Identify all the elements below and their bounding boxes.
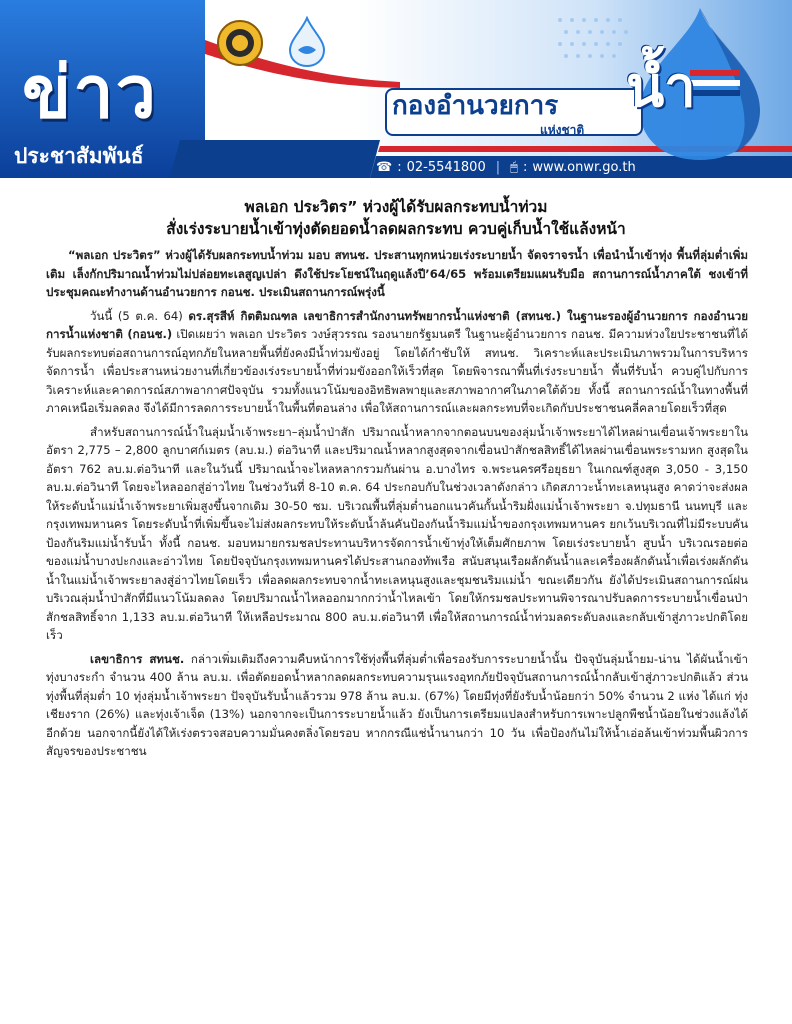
contact-bar: [376, 156, 792, 178]
government-seal-logo: [216, 18, 264, 68]
public-relations-label: ประชาสัมพันธ์: [14, 144, 144, 168]
paragraph-1: [46, 307, 748, 418]
phone-icon: ☎: [376, 159, 393, 175]
paragraph-1-text: เปิดเผยว่า พลเอก ประวิตร วงษ์สุวรรณ รองนายกรัฐมนตรี ในฐานะผู้อำนวยการ กอนช. มีความห่วงใยประชาชนที่ได้รับผลกระทบต่อสถานการณ์อุทกภัยในหลายพื้นที่ยังคงมีน้ำท่วมขังอยู่ โดยได้กำชับให้ สทนช. วิเคราะห์และประเมินภาพรวมในการบริหารจัดการน้ำ เพื่อประสานหน่วยงานที่เกี่ยวข้องเร่งระบายน้ำที่ท่วมขังออกให้เร็วที่สุด โดยพิจารณาพื้นที่เร่งระบายน้ำ พื้นที่รับน้ำ ควบคู่ไปกับการวิเคราะห์และคาดการณ์สภาพอากาศปัจจุบัน รวมทั้งแนวโน้มของอิทธิพลพายุและสภาพอากาศในภาคใต้ด้วย ทั้งนี้ สถานการณ์น้ำในทางพื้นที่ภาคเหนือเริ่มลดลง จึงได้มีการลดการระบายน้ำในพื้นที่ตอนล่าง เพื่อให้สถานการณ์และผลกระทบที่จะเกิดกับประชาชนคลี่คลายโดยเร็วที่สุด: [46, 327, 748, 415]
contact-separator: |: [495, 159, 501, 175]
website-url[interactable]: www.onwr.go.th: [532, 159, 636, 175]
website-label-sep: :: [522, 159, 528, 175]
news-label: ข่าว: [22, 50, 159, 134]
onwr-water-drop-logo: [284, 16, 330, 68]
mouse-icon: 🖱: [510, 159, 518, 175]
lead-paragraph: “พลเอก ประวิตร” ห่วงผู้ได้รับผลกระทบน้ำท่วม มอบ สทนช. ประสานทุกหน่วยเร่งระบายน้ำ จัดจราจรน้ำ เพื่อนำน้ำเข้าทุ่ง พื้นที่ลุ่มต่ำเพิ่มเติม เล็งกักปริมาณน้ำท่วมไม่ปล่อยทะเลสูญเปล่า ดึงใช้ประโยชน์ในฤดูแล้งปี’64/65 พร้อมเตรียมแผนรับมือ สถานการณ์น้ำภาคใต้ ชงเข้าที่ประชุมคณะทำงานด้านอำนวยการ กอนช. ประเมินสถานการณ์พรุ่งนี้: [46, 248, 748, 299]
paragraph-3-text: กล่าวเพิ่มเติมถึงความคืบหน้าการใช้ทุ่งพื้นที่ลุ่มต่ำเพื่อรองรับการระบายน้ำนั้น ปัจจุบันลุ่มน้ำยม-น่าน ได้ผันน้ำเข้าทุ่งบางระกำ จำนวน 400 ล้าน ลบ.ม. เพื่อตัดยอดน้ำหลากลดผลกระทบความรุนแรงอุทกภัยปัจจุบันสถานการณ์น้ำกลับเข้าสู่ภาวะปกติแล้ว ส่วนทุ่งพื้นที่ลุ่มต่ำ 10 ทุ่งลุ่มน้ำเจ้าพระยา ปัจจุบันรับน้ำแล้วรวม 978 ล้าน ลบ.ม. (67%) โดยมีทุ่งที่ยังรับน้ำน้อยกว่า 50% จำนวน 2 แห่ง ได้แก่ ทุ่งเชียงราก (26%) และทุ่งเจ้าเจ็ด (13%) นอกจากจะเป็นการระบายน้ำแล้ว ยังเป็นการเตรียมแปลงสำหรับการเพาะปลูกพืชน้ำน้อยในช่วงแล้งได้อีกด้วย นอกจากนี้ยังได้ให้เร่งตรวจสอบความมั่นคงตลิ่งโดยรอบ หากกรณีแช่น้ำนานกว่า 10 วัน เพื่อป้องกันไม่ให้น้ำเอ่อล้นเข้าท่วมพื้นผิวการสัญจรของประชาชน: [46, 651, 749, 758]
headline: [40, 196, 752, 240]
agency-name: กองอำนวยการ: [392, 91, 559, 121]
phone-number: 02-5541800: [406, 159, 486, 175]
water-logotype: น้ำ: [626, 55, 696, 120]
paragraph-2: สำหรับสถานการณ์น้ำในลุ่มน้ำเจ้าพระยา–ลุ่มน้ำป่าสัก ปริมาณน้ำหลากจากตอนบนของลุ่มน้ำเจ้าพระยาได้ไหลผ่านเขื่อนเจ้าพระยาในอัตรา 2,775 – 2,800 ลูกบาศก์เมตร (ลบ.ม.) ต่อวินาที และปริมาณน้ำหลากสูงสุดจากเขื่อนป่าสักชลสิทธิ์ได้ไหลผ่านเขื่อนพระรามหก สูงสุดในอัตรา 762 ลบ.ม.ต่อวินาที และในวันนี้ ปริมาณน้ำจะไหลหลากรวมกันผ่าน อ.บางไทร จ.พระนครศรีอยุธยา ในเกณฑ์สูงสุด 3,050 - 3,150 ลบ.ม.ต่อวินาที โดยจะไหลออกสู่อ่าวไทย ในช่วงวันที่ 8-10 ต.ค. 64 ประกอบกับในช่วงเวลาดังกล่าว เกิดสภาวะน้ำทะเลหนุนสูง คาดว่าจะส่งผลให้ระดับน้ำแม่น้ำเจ้าพระยาเพิ่มสูงขึ้นจากเดิม 30-50 ซม. บริเวณพื้นที่ลุ่มต่ำนอกแนวคันกั้นน้ำริมฝั่งแม่น้ำเจ้าพระยา จ.ปทุมธานี นนทบุรี และกรุงเทพมหานคร โดยระดับน้ำที่เพิ่มขึ้นจะไม่ส่งผลกระทบให้ระดับน้ำล้นคันป้องกันน้ำริมแม่น้ำของกรุงเทพมหานคร ยกเว้นบริเวณที่ไม่มีระบบคันป้องกันริมแม่น้ำรับน้ำ ทั้งนี้ กอนช. มอบหมายกรมชลประทานบริหารจัดการน้ำเข้าทุ่งให้เต็มศักยภาพ โดยเร่งระบายน้ำ สูบน้ำ บริเวณรอยต่อของแม่น้ำบางปะกงและอ่าวไทย โดยปัจจุบันกรุงเทพมหานครได้ประสานกองทัพเรือ สนับสนุนเรือผลักดันน้ำและเครื่องผลักดันน้ำเพื่อเร่งผลักดันน้ำในแม่น้ำเจ้าพระยาลงสู่อ่าวไทยโดยเร็ว เพื่อลดผลกระทบจากน้ำทะเลหนุนสูงและชุมชนริมแม่น้ำ ขณะเดียวกัน ยังได้ประเมินสถานการณ์ฝนบริเวณลุ่มน้ำป่าสักที่มีแนวโน้มลดลง โดยปริมาณน้ำไหลออกมากกว่าน้ำไหลเข้า โดยให้กรมชลประทานพิจารณาปรับลดการระบายน้ำเขื่อนป่าสักชลสิทธิ์จาก 1,133 ลบ.ม.ต่อวินาที ให้เหลือประมาณ 800 ลบ.ม.ต่อวินาที เพื่อให้สถานการณ์น้ำท่วมลดระดับลงและกลับเข้าสู่ภาวะปกติโดยเร็ว: [46, 424, 748, 642]
paragraph-3: [46, 650, 748, 761]
phone-label-sep: :: [397, 159, 402, 175]
headline-line-2: สั่งเร่งระบายน้ำเข้าทุ่งตัดยอดน้ำลดผลกระทบ ควบคู่เก็บน้ำใช้แล้งหน้า: [166, 220, 626, 238]
paragraph-1-date: วันนี้ (5 ต.ค. 64): [90, 308, 183, 323]
paragraph-1-speaker: ดร.สุรสีห์ กิตติมณฑล เลขาธิการสำนักงานทรัพยากรน้ำแห่งชาติ (สทนช.) ในฐานะรองผู้อำนวยการ กองอำนวยการน้ำแห่งชาติ (กอนช.): [46, 308, 748, 341]
phone-contact: [376, 160, 486, 175]
paragraph-3-speaker: เลขาธิการ สทนช.: [90, 651, 185, 666]
website-contact: [510, 160, 636, 175]
headline-line-1: พลเอก ประวิตร” ห่วงผู้ได้รับผลกระทบน้ำท่วม: [244, 198, 548, 216]
article-body: [46, 246, 748, 766]
header-banner: [0, 0, 792, 178]
agency-subtitle: แห่งชาติ: [540, 123, 585, 137]
